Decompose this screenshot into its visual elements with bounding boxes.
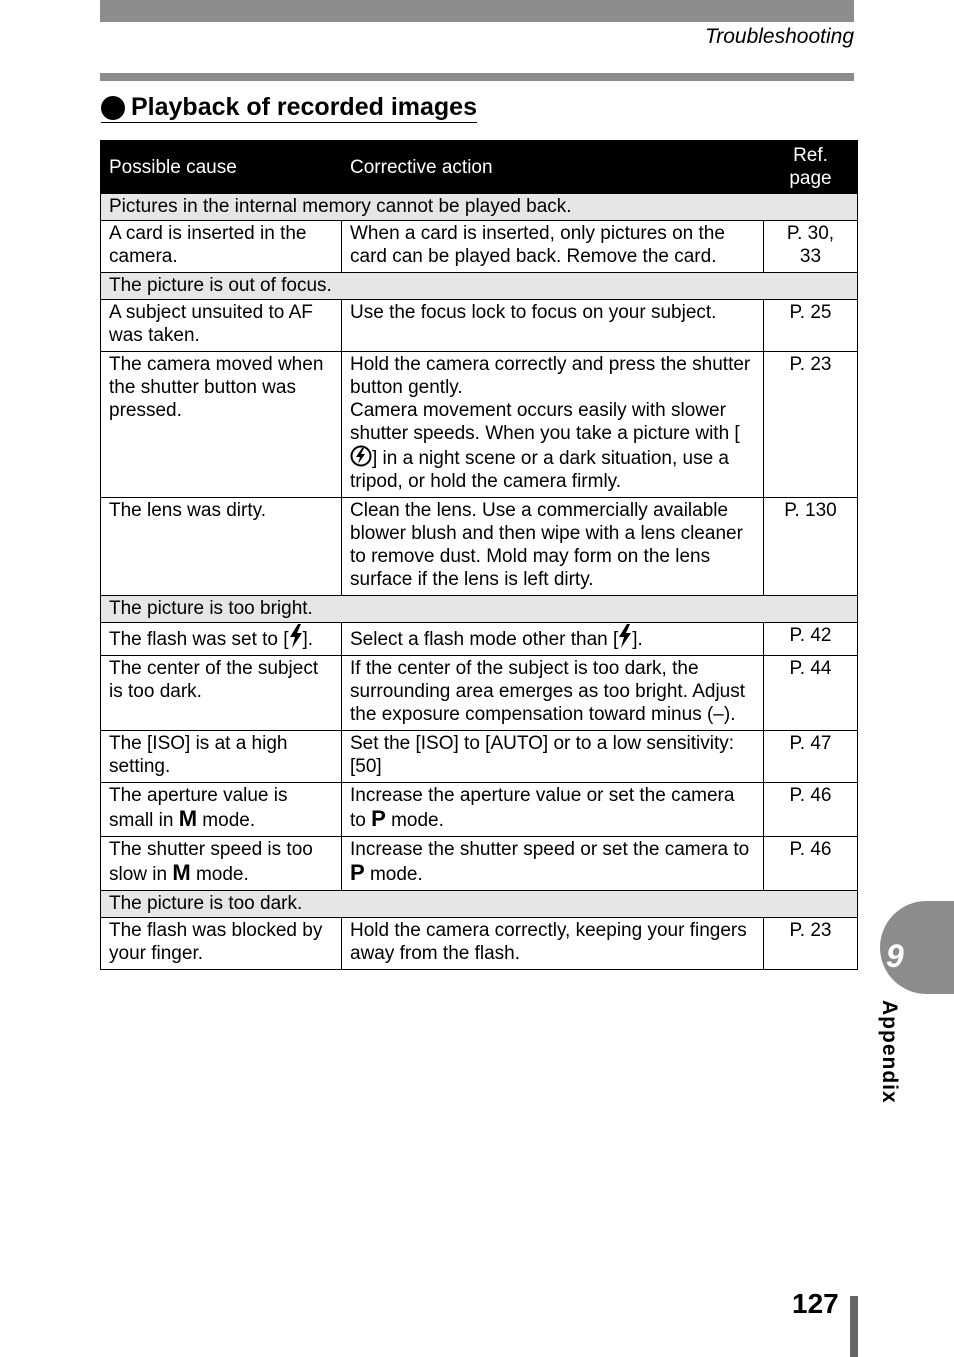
cell-action: Hold the camera correctly and press the shutter button gently. Camera movement occurs easily with slower shutter speeds. When you take a picture with [] in a night scene or a dark situation, use a tripod, or hold the camera firmly. <box>342 352 764 498</box>
cell-action: Increase the aperture value or set the camera to P mode. <box>342 783 764 837</box>
cell-ref: P. 23 <box>764 918 858 970</box>
cell-ref: P. 46 <box>764 837 858 891</box>
section-title <box>101 93 477 123</box>
troubleshooting-table <box>100 140 858 970</box>
cell-cause: The aperture value is small in M mode. <box>101 783 342 837</box>
cell-ref: P. 130 <box>764 498 858 596</box>
page-bar <box>850 1296 858 1357</box>
table-row <box>101 918 858 970</box>
cell-cause: A card is inserted in the camera. <box>101 221 342 273</box>
cell-ref: P. 23 <box>764 352 858 498</box>
section-title-text: Playback of recorded images <box>131 93 477 121</box>
cell-cause: The [ISO] is at a high setting. <box>101 731 342 783</box>
table-row <box>101 656 858 731</box>
cell-cause: The center of the subject is too dark. <box>101 656 342 731</box>
category-label: The picture is too dark. <box>101 891 858 918</box>
table-row <box>101 783 858 837</box>
cell-ref: P. 30, 33 <box>764 221 858 273</box>
category-label: Pictures in the internal memory cannot be played back. <box>101 194 858 221</box>
table-row <box>101 498 858 596</box>
section-bar <box>100 73 854 81</box>
flash-icon <box>289 629 303 650</box>
category-row <box>101 891 858 918</box>
chapter-label: Appendix <box>878 1000 901 1104</box>
table-header-row <box>101 141 858 194</box>
cell-action: Clean the lens. Use a commercially available blower blush and then wipe with a lens cleaner to remove dust. Mold may form on the lens surface if the lens is left dirty. <box>342 498 764 596</box>
cell-action: If the center of the subject is too dark, the surrounding area emerges as too bright. Adjust the exposure compensation toward minus (–). <box>342 656 764 731</box>
table-row <box>101 352 858 498</box>
table-row <box>101 623 858 656</box>
category-row <box>101 273 858 300</box>
table-row <box>101 731 858 783</box>
cell-action: Set the [ISO] to [AUTO] or to a low sensitivity: [50] <box>342 731 764 783</box>
cell-action: When a card is inserted, only pictures on the card can be played back. Remove the card. <box>342 221 764 273</box>
top-bar <box>100 0 854 22</box>
cell-ref: P. 47 <box>764 731 858 783</box>
table-row <box>101 300 858 352</box>
category-label: The picture is out of focus. <box>101 273 858 300</box>
cell-cause: The flash was blocked by your finger. <box>101 918 342 970</box>
table-row <box>101 221 858 273</box>
cell-action: Select a flash mode other than [ ]. <box>342 623 764 656</box>
mode-m-icon: M <box>172 860 191 885</box>
mode-p-icon: P <box>350 860 365 885</box>
cell-action: Hold the camera correctly, keeping your fingers away from the flash. <box>342 918 764 970</box>
cell-cause: The flash was set to [ ]. <box>101 623 342 656</box>
cell-action: Use the focus lock to focus on your subject. <box>342 300 764 352</box>
mode-m-icon: M <box>178 806 198 831</box>
page-number: 127 <box>792 1288 839 1319</box>
header-cause: Possible cause <box>101 141 342 194</box>
running-head: Troubleshooting <box>704 25 854 48</box>
cell-ref: P. 46 <box>764 783 858 837</box>
cell-cause: The camera moved when the shutter button was pressed. <box>101 352 342 498</box>
flash-icon <box>618 629 632 650</box>
bullet-icon <box>101 96 125 120</box>
cell-cause: The lens was dirty. <box>101 498 342 596</box>
category-row <box>101 194 858 221</box>
flash-off-circle-icon <box>350 448 372 469</box>
header-ref: Ref. page <box>764 141 858 194</box>
cell-action: Increase the shutter speed or set the camera to P mode. <box>342 837 764 891</box>
cell-cause: The shutter speed is too slow in M mode. <box>101 837 342 891</box>
cell-ref: P. 44 <box>764 656 858 731</box>
header-action: Corrective action <box>342 141 764 194</box>
cell-cause: A subject unsuited to AF was taken. <box>101 300 342 352</box>
category-row <box>101 596 858 623</box>
category-label: The picture is too bright. <box>101 596 858 623</box>
mode-p-icon: P <box>371 806 386 831</box>
cell-ref: P. 25 <box>764 300 858 352</box>
cell-ref: P. 42 <box>764 623 858 656</box>
chapter-number: 9 <box>886 938 904 974</box>
table-row <box>101 837 858 891</box>
